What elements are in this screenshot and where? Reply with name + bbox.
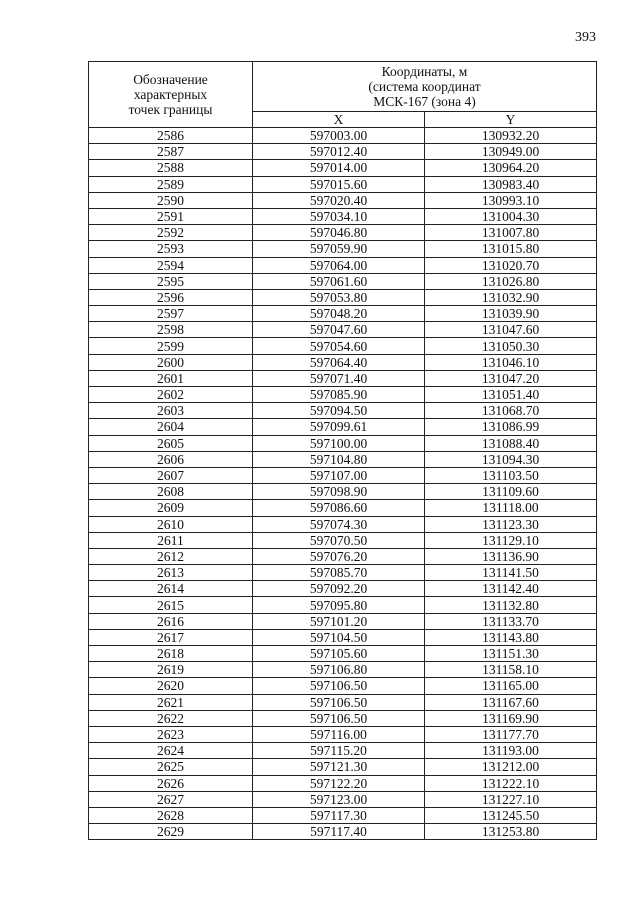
- table-row: [89, 144, 597, 160]
- y-cell: 131141.50: [425, 565, 597, 581]
- header-point-designation: [89, 62, 253, 128]
- x-cell: 597071.40: [253, 370, 425, 386]
- table-row: [89, 128, 597, 144]
- table-row: [89, 435, 597, 451]
- y-cell: 130932.20: [425, 128, 597, 144]
- x-cell: 597116.00: [253, 726, 425, 742]
- y-cell: 130949.00: [425, 144, 597, 160]
- point-cell: 2603: [89, 403, 253, 419]
- y-cell: 131142.40: [425, 581, 597, 597]
- y-cell: 131143.80: [425, 629, 597, 645]
- y-cell: 131151.30: [425, 646, 597, 662]
- x-cell: 597014.00: [253, 160, 425, 176]
- y-cell: 130983.40: [425, 176, 597, 192]
- y-cell: 131039.90: [425, 306, 597, 322]
- x-cell: 597092.20: [253, 581, 425, 597]
- header-point-line: точек границы: [128, 102, 213, 117]
- point-cell: 2588: [89, 160, 253, 176]
- table-row: [89, 791, 597, 807]
- coordinates-table: [88, 61, 597, 840]
- table-row: [89, 241, 597, 257]
- x-cell: 597104.50: [253, 629, 425, 645]
- table-row: [89, 225, 597, 241]
- y-cell: 131167.60: [425, 694, 597, 710]
- x-cell: 597046.80: [253, 225, 425, 241]
- header-coords-line: (система координат: [368, 79, 481, 94]
- table-row: [89, 597, 597, 613]
- table-row: [89, 467, 597, 483]
- point-cell: 2629: [89, 824, 253, 840]
- point-cell: 2604: [89, 419, 253, 435]
- header-point-line: характерных: [133, 87, 208, 102]
- point-cell: 2595: [89, 273, 253, 289]
- table-row: [89, 694, 597, 710]
- x-cell: 597003.00: [253, 128, 425, 144]
- point-cell: 2620: [89, 678, 253, 694]
- x-cell: 597104.80: [253, 451, 425, 467]
- table-row: [89, 743, 597, 759]
- point-cell: 2592: [89, 225, 253, 241]
- table-row: [89, 160, 597, 176]
- table-row: [89, 565, 597, 581]
- y-cell: 131253.80: [425, 824, 597, 840]
- x-cell: 597015.60: [253, 176, 425, 192]
- point-cell: 2602: [89, 387, 253, 403]
- x-cell: 597106.50: [253, 710, 425, 726]
- point-cell: 2610: [89, 516, 253, 532]
- table-row: [89, 629, 597, 645]
- x-cell: 597105.60: [253, 646, 425, 662]
- table-row: [89, 662, 597, 678]
- table-body: [89, 128, 597, 840]
- x-cell: 597095.80: [253, 597, 425, 613]
- table-row: [89, 419, 597, 435]
- point-cell: 2612: [89, 548, 253, 564]
- y-cell: 131177.70: [425, 726, 597, 742]
- x-cell: 597047.60: [253, 322, 425, 338]
- point-cell: 2625: [89, 759, 253, 775]
- table-row: [89, 824, 597, 840]
- x-cell: 597054.60: [253, 338, 425, 354]
- x-cell: 597048.20: [253, 306, 425, 322]
- point-cell: 2586: [89, 128, 253, 144]
- x-cell: 597064.40: [253, 354, 425, 370]
- y-cell: 131123.30: [425, 516, 597, 532]
- point-cell: 2613: [89, 565, 253, 581]
- table-row: [89, 322, 597, 338]
- point-cell: 2616: [89, 613, 253, 629]
- y-cell: 131047.20: [425, 370, 597, 386]
- table-row: [89, 710, 597, 726]
- y-cell: 131132.80: [425, 597, 597, 613]
- x-cell: 597115.20: [253, 743, 425, 759]
- y-cell: 131020.70: [425, 257, 597, 273]
- table-row: [89, 613, 597, 629]
- point-cell: 2624: [89, 743, 253, 759]
- y-cell: 131165.00: [425, 678, 597, 694]
- header-coordinates: [253, 62, 597, 112]
- table-row: [89, 289, 597, 305]
- y-cell: 131032.90: [425, 289, 597, 305]
- table-row: [89, 678, 597, 694]
- x-cell: 597070.50: [253, 532, 425, 548]
- table-row: [89, 370, 597, 386]
- y-cell: 131015.80: [425, 241, 597, 257]
- point-cell: 2627: [89, 791, 253, 807]
- y-cell: 131004.30: [425, 208, 597, 224]
- point-cell: 2589: [89, 176, 253, 192]
- point-cell: 2619: [89, 662, 253, 678]
- point-cell: 2628: [89, 807, 253, 823]
- header-coords-line: Координаты, м: [381, 64, 468, 79]
- y-cell: 131007.80: [425, 225, 597, 241]
- point-cell: 2608: [89, 484, 253, 500]
- table-row: [89, 581, 597, 597]
- table-row: [89, 759, 597, 775]
- y-cell: 131222.10: [425, 775, 597, 791]
- y-cell: 131103.50: [425, 467, 597, 483]
- table-row: [89, 548, 597, 564]
- point-cell: 2606: [89, 451, 253, 467]
- point-cell: 2605: [89, 435, 253, 451]
- y-cell: 131118.00: [425, 500, 597, 516]
- point-cell: 2618: [89, 646, 253, 662]
- point-cell: 2623: [89, 726, 253, 742]
- x-cell: 597106.50: [253, 694, 425, 710]
- y-cell: 131088.40: [425, 435, 597, 451]
- point-cell: 2600: [89, 354, 253, 370]
- header-y: Y: [425, 112, 597, 128]
- point-cell: 2596: [89, 289, 253, 305]
- table-row: [89, 273, 597, 289]
- x-cell: 597061.60: [253, 273, 425, 289]
- y-cell: 131068.70: [425, 403, 597, 419]
- table-row: [89, 354, 597, 370]
- table-row: [89, 516, 597, 532]
- y-cell: 131047.60: [425, 322, 597, 338]
- table-row: [89, 775, 597, 791]
- point-cell: 2593: [89, 241, 253, 257]
- point-cell: 2609: [89, 500, 253, 516]
- y-cell: 130964.20: [425, 160, 597, 176]
- point-cell: 2599: [89, 338, 253, 354]
- x-cell: 597122.20: [253, 775, 425, 791]
- table-row: [89, 306, 597, 322]
- x-cell: 597121.30: [253, 759, 425, 775]
- y-cell: 130993.10: [425, 192, 597, 208]
- table-row: [89, 807, 597, 823]
- x-cell: 597012.40: [253, 144, 425, 160]
- x-cell: 597053.80: [253, 289, 425, 305]
- header-x: X: [253, 112, 425, 128]
- x-cell: 597106.80: [253, 662, 425, 678]
- x-cell: 597086.60: [253, 500, 425, 516]
- table-row: [89, 726, 597, 742]
- point-cell: 2621: [89, 694, 253, 710]
- x-cell: 597020.40: [253, 192, 425, 208]
- point-cell: 2598: [89, 322, 253, 338]
- header-point-line: Обозначение: [133, 72, 208, 87]
- table-row: [89, 208, 597, 224]
- point-cell: 2607: [89, 467, 253, 483]
- point-cell: 2597: [89, 306, 253, 322]
- y-cell: 131046.10: [425, 354, 597, 370]
- x-cell: 597034.10: [253, 208, 425, 224]
- header-coords-line: МСК-167 (зона 4): [373, 94, 476, 109]
- point-cell: 2591: [89, 208, 253, 224]
- point-cell: 2622: [89, 710, 253, 726]
- table-row: [89, 484, 597, 500]
- point-cell: 2614: [89, 581, 253, 597]
- table-row: [89, 451, 597, 467]
- page-number: 393: [575, 30, 596, 45]
- y-cell: 131109.60: [425, 484, 597, 500]
- y-cell: 131136.90: [425, 548, 597, 564]
- y-cell: 131158.10: [425, 662, 597, 678]
- point-cell: 2601: [89, 370, 253, 386]
- table-row: [89, 500, 597, 516]
- x-cell: 597117.30: [253, 807, 425, 823]
- x-cell: 597123.00: [253, 791, 425, 807]
- table-row: [89, 192, 597, 208]
- x-cell: 597099.61: [253, 419, 425, 435]
- y-cell: 131129.10: [425, 532, 597, 548]
- x-cell: 597076.20: [253, 548, 425, 564]
- y-cell: 131086.99: [425, 419, 597, 435]
- table-row: [89, 338, 597, 354]
- y-cell: 131051.40: [425, 387, 597, 403]
- table-row: [89, 403, 597, 419]
- y-cell: 131094.30: [425, 451, 597, 467]
- table-row: [89, 176, 597, 192]
- table-row: [89, 532, 597, 548]
- x-cell: 597074.30: [253, 516, 425, 532]
- y-cell: 131133.70: [425, 613, 597, 629]
- table-row: [89, 646, 597, 662]
- table-row: [89, 387, 597, 403]
- y-cell: 131227.10: [425, 791, 597, 807]
- point-cell: 2626: [89, 775, 253, 791]
- x-cell: 597101.20: [253, 613, 425, 629]
- header-row: [89, 62, 597, 112]
- y-cell: 131026.80: [425, 273, 597, 289]
- x-cell: 597085.90: [253, 387, 425, 403]
- x-cell: 597106.50: [253, 678, 425, 694]
- x-cell: 597107.00: [253, 467, 425, 483]
- point-cell: 2594: [89, 257, 253, 273]
- x-cell: 597098.90: [253, 484, 425, 500]
- x-cell: 597117.40: [253, 824, 425, 840]
- point-cell: 2587: [89, 144, 253, 160]
- y-cell: 131193.00: [425, 743, 597, 759]
- point-cell: 2617: [89, 629, 253, 645]
- point-cell: 2590: [89, 192, 253, 208]
- table-row: [89, 257, 597, 273]
- x-cell: 597059.90: [253, 241, 425, 257]
- x-cell: 597064.00: [253, 257, 425, 273]
- y-cell: 131245.50: [425, 807, 597, 823]
- y-cell: 131169.90: [425, 710, 597, 726]
- point-cell: 2611: [89, 532, 253, 548]
- y-cell: 131050.30: [425, 338, 597, 354]
- x-cell: 597094.50: [253, 403, 425, 419]
- y-cell: 131212.00: [425, 759, 597, 775]
- point-cell: 2615: [89, 597, 253, 613]
- x-cell: 597100.00: [253, 435, 425, 451]
- x-cell: 597085.70: [253, 565, 425, 581]
